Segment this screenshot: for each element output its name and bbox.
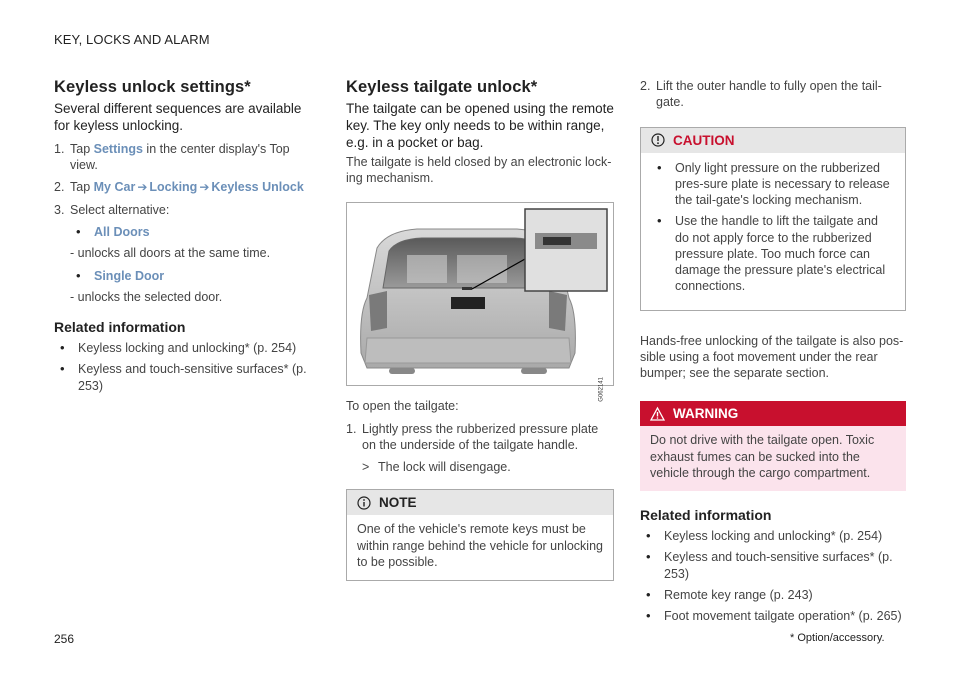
- warning-triangle-icon: [650, 407, 665, 421]
- related-link[interactable]: • Keyless and touch-sensitive surfaces* (p. 253): [54, 361, 316, 394]
- open-intro: To open the tailgate:: [346, 399, 459, 414]
- section-title: Keyless tailgate unlock*: [346, 78, 538, 96]
- note-text: One of the vehicle's remote keys must be within range behind the vehicle for unlocking to be possible.: [357, 522, 603, 569]
- tailgate-illustration: [346, 202, 614, 402]
- step-text: in the center display's Top view.: [70, 141, 290, 173]
- note-title: NOTE: [379, 495, 417, 511]
- caution-body: [641, 153, 905, 310]
- option-label[interactable]: All Doors: [94, 225, 150, 240]
- section-header: KEY, LOCKS AND ALARM: [54, 32, 210, 47]
- caution-item: • Use the handle to lift the tailgate and do not apply force to the rubberized pressure plate. Too much force can damage the pressure plate's electrical connections.: [651, 213, 895, 294]
- caution-list: [651, 160, 895, 295]
- step-number: 2.: [640, 79, 651, 93]
- warning-box: [640, 401, 906, 491]
- step-2: [640, 78, 906, 111]
- warning-header: [640, 401, 906, 426]
- column-keyless-tailgate-unlock: [346, 78, 614, 581]
- options-list: [70, 268, 316, 284]
- related-link[interactable]: • Keyless locking and unlocking* (p. 254): [640, 528, 906, 544]
- step-number: 1.: [54, 141, 65, 156]
- footnote: * Option/accessory.: [790, 632, 885, 644]
- step-text: Lightly press the rubberized pressure plate on the underside of the tailgate handle.: [362, 421, 599, 452]
- option-desc: - unlocks the selected door.: [70, 289, 223, 304]
- column-continued: [640, 78, 906, 629]
- info-icon: [357, 496, 371, 510]
- steps-list: [54, 141, 316, 305]
- step-text: Tap: [70, 141, 94, 156]
- result-text: The lock will disengage.: [378, 460, 511, 475]
- related-list: [640, 528, 906, 624]
- option-single-door: [70, 268, 316, 284]
- handsfree-text: Hands-free unlocking of the tailgate is also pos-sible using a foot movement under the rear bumper; see the separate section.: [640, 333, 904, 380]
- step-2: [54, 179, 316, 196]
- body-text: The tailgate is held closed by an electronic lock-ing mechanism.: [346, 154, 612, 186]
- related-list: [54, 340, 316, 394]
- option-all-doors: [70, 224, 316, 240]
- arrow-right-icon: ➔: [199, 180, 210, 195]
- related-link[interactable]: • Remote key range (p. 243): [640, 587, 906, 603]
- page-number: 256: [54, 632, 75, 646]
- step-text: Tap: [70, 180, 94, 195]
- related-link[interactable]: • Keyless and touch-sensitive surfaces* (p. 253): [640, 549, 906, 582]
- related-title: Related information: [54, 319, 186, 336]
- lead-text: Several different sequences are available for keyless unlocking.: [54, 101, 302, 134]
- step-3: [54, 202, 316, 305]
- step-1: [54, 141, 316, 174]
- related-link[interactable]: • Keyless locking and unlocking* (p. 254): [54, 340, 316, 356]
- result-marker: >: [362, 460, 370, 475]
- my-car-link[interactable]: My Car: [93, 180, 136, 195]
- section-title: Keyless unlock settings*: [54, 78, 251, 96]
- option-desc: - unlocks all doors at the same time.: [70, 246, 271, 261]
- step-number: 1.: [346, 421, 357, 436]
- steps-list: [640, 78, 906, 111]
- note-header: [347, 490, 613, 515]
- lead-text: The tailgate can be opened using the remote key. The key only needs to be within range, e.g. in a pocket or bag.: [346, 101, 614, 150]
- note-box: [346, 489, 614, 581]
- warning-text: Do not drive with the tailgate open. Toxic exhaust fumes can be sucked into the vehicle through the cargo compartment.: [640, 426, 906, 491]
- figure-code: G062141: [599, 377, 605, 402]
- step-result: [362, 459, 614, 475]
- locking-link[interactable]: Locking: [149, 180, 198, 195]
- option-label[interactable]: Single Door: [94, 268, 165, 283]
- caution-title: CAUTION: [673, 132, 735, 148]
- keyless-unlock-link[interactable]: Keyless Unlock: [211, 180, 304, 195]
- related-title: Related information: [640, 507, 772, 523]
- step-text: Lift the outer handle to fully open the tail-gate.: [656, 79, 882, 110]
- caution-item: • Only light pressure on the rubberized pres-sure plate is necessary to release the tail-gate's locking mechanism.: [651, 160, 895, 209]
- options-list: [70, 224, 316, 240]
- warning-title: WARNING: [673, 406, 739, 422]
- step-number: 3.: [54, 202, 65, 217]
- exclamation-icon: [651, 133, 665, 147]
- caution-box: [640, 127, 906, 311]
- step-text: Select alternative:: [70, 202, 170, 217]
- car-rear-image: [347, 203, 613, 385]
- step-1: [346, 421, 614, 476]
- column-keyless-unlock-settings: [54, 78, 316, 399]
- related-link[interactable]: • Foot movement tailgate operation* (p. 265): [640, 608, 906, 624]
- steps-list: [346, 421, 614, 476]
- step-number: 2.: [54, 180, 65, 195]
- caution-header: [641, 128, 905, 153]
- arrow-right-icon: ➔: [137, 180, 148, 195]
- settings-link[interactable]: Settings: [93, 141, 143, 156]
